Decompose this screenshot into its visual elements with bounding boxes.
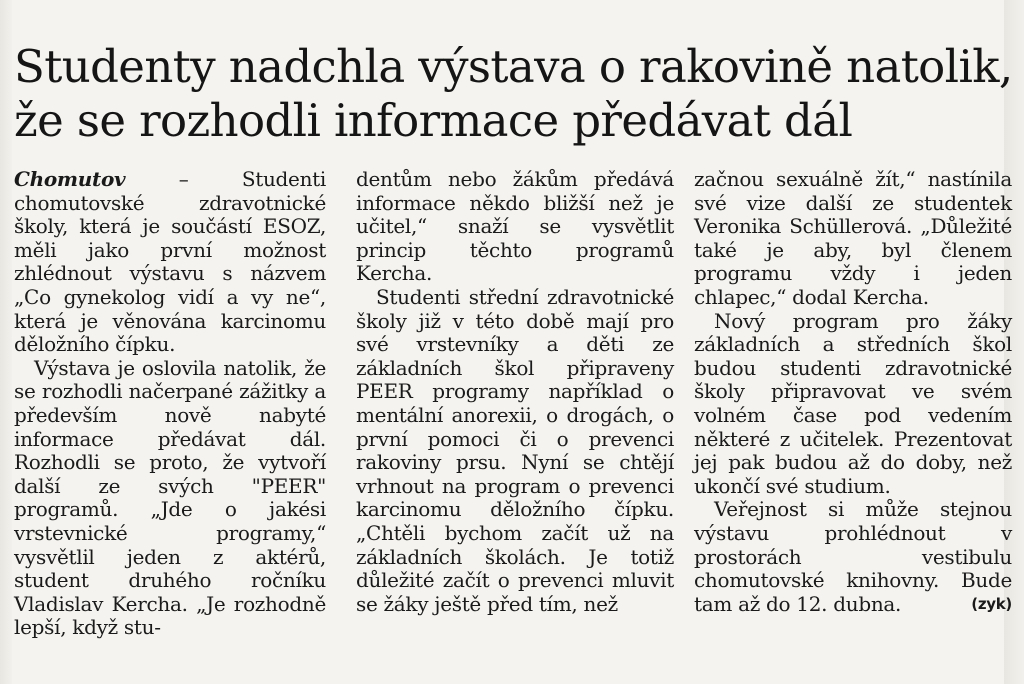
body-paragraph-continued: začnou sexuálně žít,“ nastínila své vize další ze studentek Veronika Schüllerová. „Důležité také je aby, byl členem programu vždy i jeden chlapec,“ dodal Kercha.	[694, 167, 1012, 309]
headline-line-1: Studenty nadchla výstava o rakovině natolik,	[14, 40, 1013, 93]
body-paragraph: Nový program pro žáky základních a středních škol budou studenti zdravotnické školy připravovat ve svém volném čase pod vedením některé z učitelek. Prezentovat jej pak budou až do doby, než ukončí své studium.	[694, 308, 1012, 498]
dateline-place: Chomutov	[14, 167, 126, 191]
headline-line-2: že se rozhodli informace předávat dál	[14, 94, 853, 147]
adjacent-page-bleed-left	[0, 0, 12, 684]
lead-text: – Studenti chomutovské zdravotnické školy, která je součástí ESOZ, měli jako první možnost zhlédnout výstavu s názvem „Co gynekolog vidí a vy ne“, která je věnována karcinomu děložního čípku.	[14, 167, 326, 357]
body-paragraph: Studenti střední zdravotnické školy již v této době mají pro své vrstevníky a děti ze základních škol připraveny PEER programy například o mentální anorexii, o drogách, o první pomoci či o prevenci rakoviny prsu. Nyní se chtějí vrhnout na program o prevenci karcinomu děložního čípku. „Chtěli bychom začít už na základních školách. Je totiž důležité začít o prevenci mluvit se žáky ještě před tím, než	[356, 284, 674, 616]
final-paragraph-text: Veřejnost si může stejnou výstavu prohlédnout v prostorách vestibulu chomutovské knihovny. Bude tam až do 12. dubna.	[694, 497, 1012, 616]
article-column-2	[356, 168, 674, 616]
body-paragraph: Výstava je oslovila natolik, že se rozhodli načerpané zážitky a především nově nabyté informace předávat dál. Rozhodli se proto, že vytvoří další ze svých "PEER" programů. „Jde o jakési vrstevnické programy,“ vysvětlil jeden z aktérů, student druhého ročníku Vladislav Kercha. „Je rozhodně lepší, když stu-	[14, 355, 326, 640]
body-paragraph-final	[694, 498, 1012, 616]
body-paragraph-continued: dentům nebo žákům předává informace někdo bližší než je učitel,“ snaží se vysvětlit princip těchto programů Kercha.	[356, 167, 674, 286]
author-signature: (zyk)	[971, 594, 1012, 613]
lead-paragraph	[14, 168, 326, 357]
article-column-3	[694, 168, 1012, 616]
article-headline	[14, 40, 1014, 148]
article-column-1	[14, 168, 326, 640]
